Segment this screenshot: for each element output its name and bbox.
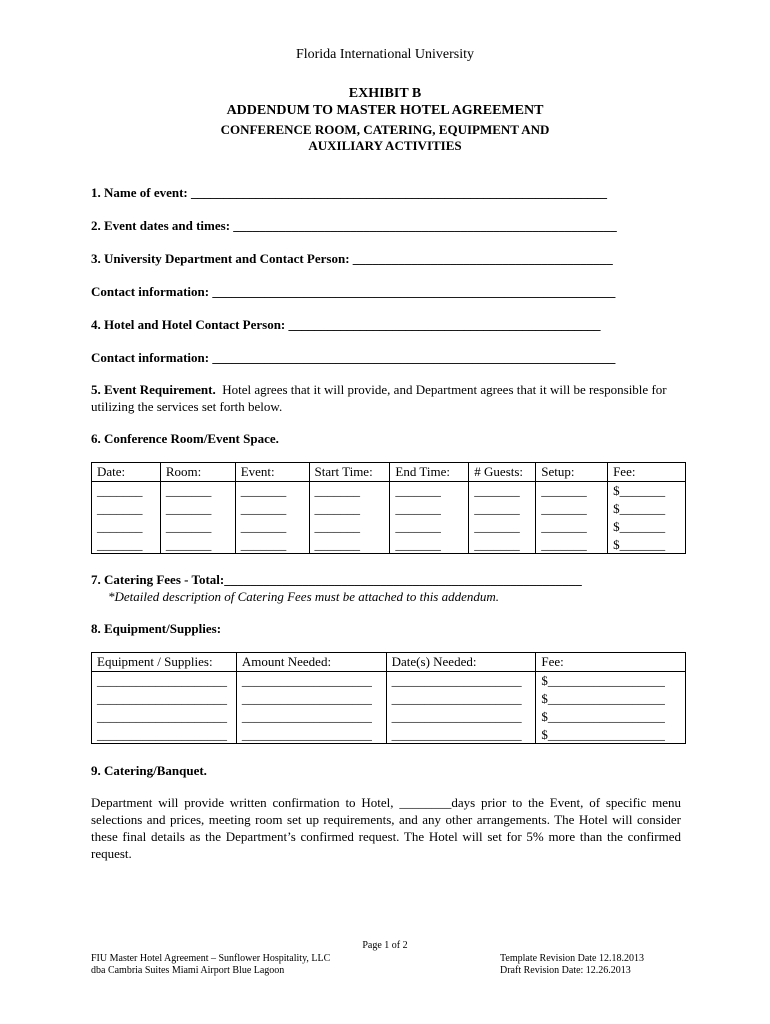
table-row — [92, 482, 686, 500]
blank-cell[interactable]: _______ — [536, 500, 608, 518]
blank-cell[interactable]: _______ — [469, 500, 536, 518]
section-6-heading: 6. Conference Room/Event Space. — [91, 431, 279, 446]
fee-cell[interactable]: $__________________ — [536, 672, 686, 690]
table-header-row — [92, 653, 686, 672]
blank-cell[interactable]: _______ — [390, 518, 469, 536]
blank-cell[interactable]: _______ — [235, 518, 309, 536]
column-header: Fee: — [608, 463, 686, 482]
blank-cell[interactable]: ____________________ — [386, 690, 536, 708]
table-row — [92, 518, 686, 536]
blank-cell[interactable]: ____________________ — [92, 690, 237, 708]
field-hotel-contact[interactable]: 4. Hotel and Hotel Contact Person: ________________________________________________ — [91, 317, 601, 332]
blank-cell[interactable]: _______ — [390, 536, 469, 554]
section-9-heading: 9. Catering/Banquet. — [91, 763, 207, 778]
footer-right — [500, 953, 644, 977]
blank-cell[interactable]: _______ — [235, 500, 309, 518]
blank-cell[interactable]: _______ — [309, 536, 390, 554]
blank-cell[interactable]: _______ — [92, 482, 161, 500]
blank-cell[interactable]: _______ — [92, 518, 161, 536]
section-event-requirement — [91, 381, 681, 415]
document-subtitle-line2: AUXILIARY ACTIVITIES — [308, 138, 462, 153]
catering-fees-note: *Detailed description of Catering Fees must be attached to this addendum. — [108, 589, 500, 604]
blank-cell[interactable]: ____________________ — [386, 672, 536, 690]
footer-draft-revision: Draft Revision Date: 12.26.2013 — [500, 965, 631, 976]
blank-cell[interactable]: ____________________ — [236, 708, 386, 726]
fee-cell[interactable]: $_______ — [608, 482, 686, 500]
column-header: Start Time: — [309, 463, 390, 482]
field-event-dates[interactable]: 2. Event dates and times: ___________________________________________________________ — [91, 218, 617, 233]
fee-cell[interactable]: $_______ — [608, 500, 686, 518]
fee-cell[interactable]: $__________________ — [536, 690, 686, 708]
blank-cell[interactable]: _______ — [160, 518, 235, 536]
field-name-of-event[interactable]: 1. Name of event: ________________________________________________________________ — [91, 185, 607, 200]
section-8-heading: 8. Equipment/Supplies: — [91, 621, 222, 636]
university-name: Florida International University — [295, 47, 475, 62]
blank-cell[interactable]: _______ — [92, 500, 161, 518]
column-header: Amount Needed: — [236, 653, 386, 672]
table-row — [92, 726, 686, 744]
blank-cell[interactable]: ____________________ — [236, 690, 386, 708]
column-header: Date(s) Needed: — [386, 653, 536, 672]
column-header: Date: — [92, 463, 161, 482]
blank-cell[interactable]: _______ — [160, 482, 235, 500]
field-catering-fees-total[interactable]: 7. Catering Fees - Total:_______________________________________________________ — [91, 572, 582, 587]
page-number: Page 1 of 2 — [362, 940, 408, 951]
footer-template-revision: Template Revision Date 12.18.2013 — [500, 953, 644, 964]
blank-cell[interactable]: _______ — [235, 536, 309, 554]
blank-cell[interactable]: _______ — [469, 536, 536, 554]
blank-cell[interactable]: ____________________ — [386, 726, 536, 744]
blank-cell[interactable]: _______ — [160, 500, 235, 518]
blank-cell[interactable]: ____________________ — [236, 726, 386, 744]
blank-cell[interactable]: ____________________ — [92, 672, 237, 690]
fee-cell[interactable]: $_______ — [608, 518, 686, 536]
blank-cell[interactable]: _______ — [536, 536, 608, 554]
column-header: Equipment / Supplies: — [92, 653, 237, 672]
table-row — [92, 708, 686, 726]
conference-room-table — [91, 462, 686, 554]
document-title: ADDENDUM TO MASTER HOTEL AGREEMENT — [226, 103, 544, 118]
table-row — [92, 672, 686, 690]
blank-cell[interactable]: ____________________ — [386, 708, 536, 726]
document-subtitle-line1: CONFERENCE ROOM, CATERING, EQUIPMENT AND — [220, 122, 550, 137]
column-header: Event: — [235, 463, 309, 482]
column-header: Fee: — [536, 653, 686, 672]
blank-cell[interactable]: ____________________ — [236, 672, 386, 690]
blank-cell[interactable]: _______ — [92, 536, 161, 554]
field-contact-information-1[interactable]: Contact information: ______________________________________________________________ — [91, 284, 616, 299]
blank-cell[interactable]: _______ — [390, 500, 469, 518]
fee-cell[interactable]: $__________________ — [536, 708, 686, 726]
blank-cell[interactable]: _______ — [235, 482, 309, 500]
blank-cell[interactable]: _______ — [309, 518, 390, 536]
blank-cell[interactable]: _______ — [309, 500, 390, 518]
column-header: End Time: — [390, 463, 469, 482]
column-header: # Guests: — [469, 463, 536, 482]
column-header: Setup: — [536, 463, 608, 482]
blank-cell[interactable]: _______ — [469, 518, 536, 536]
table-row — [92, 690, 686, 708]
fee-cell[interactable]: $__________________ — [536, 726, 686, 744]
footer-agreement-name: FIU Master Hotel Agreement – Sunflower Hospitality, LLC — [91, 953, 331, 964]
blank-cell[interactable]: _______ — [160, 536, 235, 554]
blank-cell[interactable]: _______ — [309, 482, 390, 500]
section-9-text: Department will provide written confirmation to Hotel, ________days prior to the Event, of specific menu selections and prices, meeting room set up requirements, and any other arrangements. The Hotel will consider these final details as the Department’s confirmed request. The Hotel will set for 5% more than the confirmed request. — [91, 795, 681, 861]
blank-cell[interactable]: ____________________ — [92, 726, 237, 744]
table-header-row — [92, 463, 686, 482]
equipment-supplies-table — [91, 652, 686, 744]
fee-cell[interactable]: $_______ — [608, 536, 686, 554]
blank-cell[interactable]: _______ — [536, 482, 608, 500]
table-row — [92, 536, 686, 554]
section-5-heading: 5. Event Requirement. — [91, 382, 216, 397]
table-row — [92, 500, 686, 518]
section-5-text: Hotel agrees that it will provide, and Department agrees that it will be responsible for utilizing the services set forth below. — [91, 382, 667, 414]
field-department-contact[interactable]: 3. University Department and Contact Person: ________________________________________ — [91, 251, 613, 266]
footer-hotel-name: dba Cambria Suites Miami Airport Blue Lagoon — [91, 965, 285, 976]
field-contact-information-2[interactable]: Contact information: ______________________________________________________________ — [91, 350, 616, 365]
blank-cell[interactable]: _______ — [469, 482, 536, 500]
exhibit-label: EXHIBIT B — [348, 86, 422, 101]
column-header: Room: — [160, 463, 235, 482]
blank-cell[interactable]: _______ — [536, 518, 608, 536]
blank-cell[interactable]: _______ — [390, 482, 469, 500]
footer-left — [91, 953, 330, 977]
blank-cell[interactable]: ____________________ — [92, 708, 237, 726]
